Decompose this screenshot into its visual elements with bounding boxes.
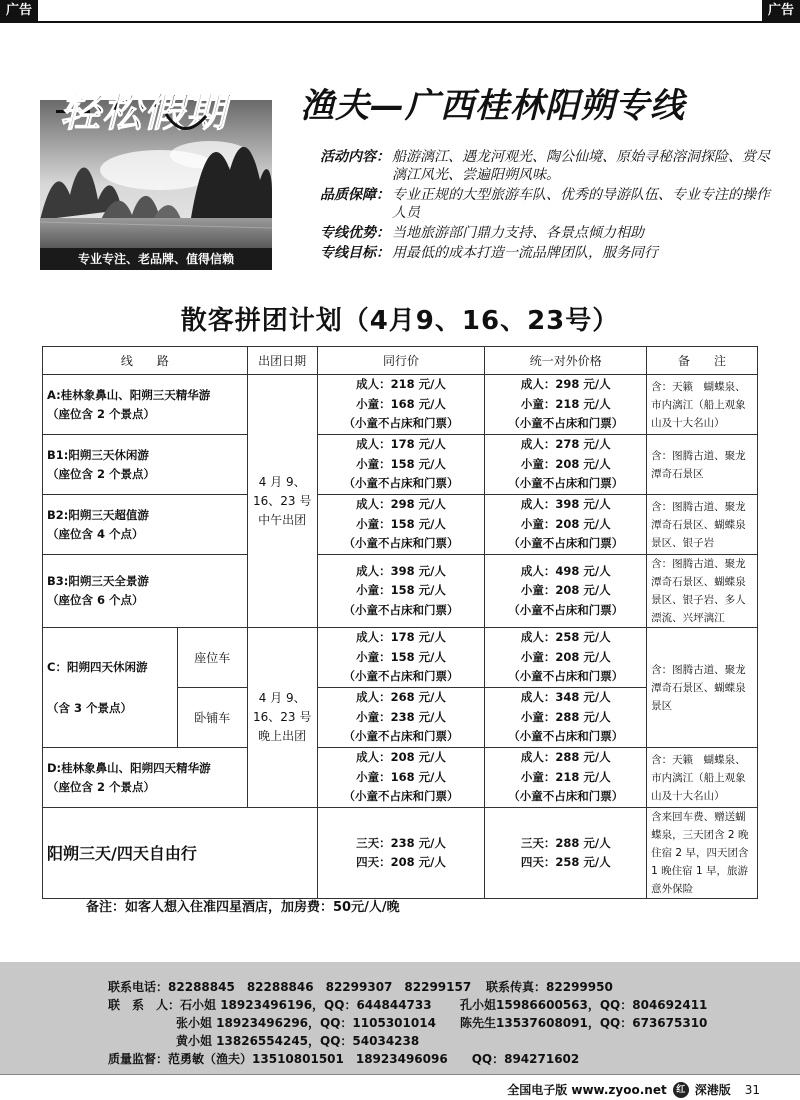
table-row	[43, 495, 758, 555]
ad-label-right: 广告	[762, 0, 800, 22]
peer-price-cell	[317, 688, 485, 748]
price-line: （小童不占床和门票）	[343, 669, 459, 684]
brand-title-text: 轻松假期	[60, 89, 228, 134]
brand-title	[56, 54, 276, 134]
route-cell	[43, 555, 248, 628]
peer-price-cell	[317, 375, 485, 435]
peer-price-cell	[317, 495, 485, 555]
route-detail: （座位含 2 个景点）	[47, 779, 156, 794]
note-line: 含来回车费、赠送蝴	[651, 811, 746, 823]
contact-panel	[0, 962, 800, 1074]
price-line: 成人：298 元/人	[356, 497, 446, 512]
note-line: 市内漓江（船上观象	[651, 398, 746, 411]
peer-price-cell	[317, 628, 485, 688]
date-line: 16、23 号	[252, 710, 312, 724]
note-line: 山及十大名山）	[651, 416, 725, 429]
contact-line	[108, 996, 432, 1013]
header-peer-price: 同行价	[317, 347, 485, 375]
info-label: 专线优势：	[320, 225, 390, 241]
fax-number: 82299950	[546, 980, 613, 994]
contact-person: 陈先生13537608091，QQ：673675310	[460, 1016, 708, 1030]
note-cell	[647, 375, 758, 435]
bottom-rule	[0, 1074, 800, 1075]
info-text: 用最低的成本打造一流品牌团队，服务同行	[392, 245, 658, 261]
price-line: 小童：238 元/人	[356, 709, 446, 724]
brand-slogan: 专业专注、老品牌、值得信赖	[77, 252, 234, 266]
route-cell	[43, 495, 248, 555]
route-name: B1:阳朔三天休闲游	[47, 447, 149, 462]
route-cell	[43, 435, 248, 495]
public-price-cell	[485, 435, 647, 495]
price-line: 小童：158 元/人	[356, 583, 446, 598]
fax-line	[486, 978, 613, 995]
note-cell	[647, 435, 758, 495]
page-footer	[507, 1081, 760, 1098]
price-line: （小童不占床和门票）	[508, 536, 624, 551]
table-row	[43, 375, 758, 435]
route-cell	[43, 748, 248, 808]
route-cell: 阳朔三天/四天自由行	[43, 808, 318, 899]
contact-person: 张小姐 18923496296，QQ：1105301014	[176, 1016, 436, 1030]
peer-price-cell	[317, 555, 485, 628]
header-route: 线 路	[43, 347, 248, 375]
phone-line	[108, 978, 471, 995]
price-line: 小童：168 元/人	[356, 769, 446, 784]
route-name: B2:阳朔三天超值游	[47, 507, 149, 522]
note-line: 含：图腾古道、聚龙	[651, 449, 746, 462]
footnote: 备注：如客人想入住准四星酒店，加房费：50元/人/晚	[86, 900, 400, 915]
supervisor-line	[108, 1050, 579, 1067]
tour-plan-table	[42, 346, 758, 899]
table-row	[43, 628, 758, 688]
table-row	[43, 808, 758, 899]
public-price-cell	[485, 555, 647, 628]
price-line: （小童不占床和门票）	[508, 476, 624, 491]
info-row	[300, 148, 780, 184]
price-line: 成人：268 元/人	[356, 690, 446, 705]
date-cell	[247, 628, 317, 808]
route-detail: （含 3 个景点）	[47, 700, 133, 715]
info-label: 活动内容：	[320, 149, 390, 165]
price-line: 小童：168 元/人	[356, 396, 446, 411]
note-line: 潭奇石景区、蝴蝶泉	[651, 576, 746, 588]
price-line: 成人：398 元/人	[356, 563, 446, 578]
public-price-cell	[485, 495, 647, 555]
route-spacer	[47, 677, 177, 699]
public-price-cell	[485, 748, 647, 808]
header-date: 出团日期	[247, 347, 317, 375]
price-line: 成人：258 元/人	[520, 630, 611, 645]
plan-title: 散客拼团计划（4月9、16、23号）	[180, 306, 620, 336]
price-line: 成人：218 元/人	[356, 377, 446, 392]
car-type-cell: 座位车	[177, 628, 247, 688]
ad-label-left: 广告	[0, 0, 38, 22]
supervisor-label: 质量监督：	[108, 1052, 169, 1066]
price-line: 四天：208 元/人	[356, 855, 446, 869]
car-type-cell: 卧铺车	[177, 688, 247, 748]
info-text: 船游漓江、遇龙河观光、陶公仙境、原始寻秘溶洞探险、赏尽漓江风光、尝遍阳朔风味。	[392, 149, 770, 183]
table-row	[43, 555, 758, 628]
route-cell	[43, 375, 248, 435]
peer-price-cell	[317, 748, 485, 808]
fax-label: 联系传真：	[486, 980, 547, 994]
price-line: （小童不占床和门票）	[343, 536, 459, 551]
peer-price-cell	[317, 435, 485, 495]
table-row	[43, 748, 758, 808]
price-line: 四天：258 元/人	[520, 855, 611, 869]
public-price-cell	[485, 628, 647, 688]
top-rule	[0, 21, 800, 23]
note-cell	[647, 495, 758, 555]
price-line: 三天：238 元/人	[356, 835, 446, 850]
price-line: 成人：178 元/人	[356, 437, 446, 452]
table-header-row	[43, 347, 758, 375]
price-line: （小童不占床和门票）	[508, 729, 624, 744]
note-line: 含：天籁 蝴蝶泉、	[651, 753, 746, 766]
price-line: 小童：208 元/人	[520, 649, 611, 664]
public-price-cell	[485, 808, 647, 899]
headline: 渔夫—广西桂林阳朔专线	[300, 86, 685, 126]
note-line: 潭奇石景区、蝴蝶泉	[651, 681, 746, 694]
price-line: 小童：208 元/人	[520, 516, 611, 531]
price-line: 成人：348 元/人	[520, 690, 611, 705]
note-line: 含：图腾古道、聚龙	[651, 663, 746, 676]
price-line: （小童不占床和门票）	[343, 416, 459, 431]
price-line: 小童：218 元/人	[520, 769, 611, 784]
note-line: 住宿 2 早，四天团含	[651, 847, 749, 859]
note-line: 景区、银子岩	[651, 536, 715, 549]
note-line: 漂流、兴坪漓江	[651, 612, 725, 624]
note-line: 潭奇石景区、蝴蝶泉	[651, 518, 746, 531]
price-line: 小童：208 元/人	[520, 583, 611, 598]
note-line: 景区、银子岩、多人	[651, 594, 746, 606]
info-label: 品质保障：	[320, 187, 390, 203]
header-note: 备 注	[647, 347, 758, 375]
public-price-cell	[485, 375, 647, 435]
phone-numbers: 82288845 82288846 82299307 82299157	[168, 980, 472, 994]
footer-site: 全国电子版 www.zyoo.net	[507, 1083, 667, 1097]
price-line: （小童不占床和门票）	[508, 602, 624, 617]
price-line: （小童不占床和门票）	[508, 669, 624, 684]
note-line: 市内漓江（船上观象	[651, 771, 746, 784]
price-line: 成人：288 元/人	[520, 750, 611, 765]
note-line: 蝶泉，三天团含 2 晚	[651, 829, 749, 841]
date-line: 16、23 号	[252, 493, 312, 508]
table-row	[43, 435, 758, 495]
info-block	[300, 148, 780, 264]
note-line: 含：天籁 蝴蝶泉、	[651, 380, 746, 393]
date-cell	[247, 375, 317, 628]
note-cell	[647, 628, 758, 748]
contact-label: 联 系 人：	[108, 998, 181, 1012]
info-text: 专业正规的大型旅游车队、优秀的导游队伍、专业专注的操作人员	[392, 187, 770, 221]
footer-seal-icon: 红	[673, 1082, 689, 1098]
price-line: 小童：158 元/人	[356, 649, 446, 664]
date-line: 4 月 9、	[258, 691, 306, 705]
note-line: 意外保险	[651, 883, 694, 895]
route-name: A:桂林象鼻山、阳朔三天精华游	[47, 387, 211, 402]
price-line: （小童不占床和门票）	[508, 789, 624, 804]
note-line: 景区	[651, 699, 673, 712]
note-line: 含：图腾古道、聚龙	[651, 558, 746, 570]
price-line: 小童：288 元/人	[520, 709, 611, 724]
note-line: 1 晚住宿 1 早，旅游	[651, 865, 748, 877]
info-text: 当地旅游部门鼎力支持、各景点倾力相助	[392, 225, 644, 241]
note-line: 潭奇石景区	[651, 467, 704, 480]
price-line: （小童不占床和门票）	[508, 416, 624, 431]
phone-label: 联系电话：	[108, 980, 169, 994]
price-line: 三天：288 元/人	[520, 835, 611, 850]
page-number: 31	[744, 1082, 760, 1097]
note-cell	[647, 808, 758, 899]
date-line: 中午出团	[258, 512, 307, 527]
route-cell	[43, 628, 178, 748]
note-line: 含：图腾古道、聚龙	[651, 500, 746, 513]
price-line: 成人：298 元/人	[520, 377, 611, 392]
note-cell	[647, 748, 758, 808]
route-detail: （座位含 2 个景点）	[47, 406, 156, 421]
contact-person: 石小姐 18923496196，QQ：644844733	[180, 998, 432, 1012]
peer-price-cell	[317, 808, 485, 899]
price-line: 成人：178 元/人	[356, 630, 446, 645]
note-line: 山及十大名山）	[651, 789, 725, 802]
public-price-cell	[485, 688, 647, 748]
route-detail: （座位含 6 个点）	[47, 593, 144, 607]
contact-person: 孔小姐15986600563，QQ：804692411	[460, 998, 708, 1012]
header-public-price: 统一对外价格	[485, 347, 647, 375]
price-line: 小童：208 元/人	[520, 456, 611, 471]
supervisor-info: 范勇敏（渔夫）13510801501 18923496096 QQ：894271602	[168, 1052, 580, 1066]
price-line: 成人：208 元/人	[356, 750, 446, 765]
price-line: 成人：278 元/人	[520, 437, 611, 452]
price-line: 小童：158 元/人	[356, 516, 446, 531]
price-line: （小童不占床和门票）	[343, 476, 459, 491]
price-line: （小童不占床和门票）	[343, 602, 459, 617]
price-line: 小童：158 元/人	[356, 456, 446, 471]
info-row	[300, 186, 780, 222]
contact-person: 黄小姐 13826554245，QQ：54034238	[176, 1034, 420, 1048]
price-line: （小童不占床和门票）	[343, 729, 459, 744]
footer-edition: 深港版	[694, 1083, 731, 1097]
route-name: C：阳朔四天休闲游	[47, 659, 148, 674]
info-row	[300, 244, 780, 262]
route-name: D:桂林象鼻山、阳朔四天精华游	[47, 760, 211, 775]
route-detail: （座位含 4 个点）	[47, 526, 144, 541]
price-line: 成人：498 元/人	[520, 563, 611, 578]
route-detail: （座位含 2 个景点）	[47, 466, 156, 481]
date-line: 晚上出团	[258, 729, 307, 743]
price-line: 小童：218 元/人	[520, 396, 611, 411]
date-line: 4 月 9、	[258, 474, 306, 489]
info-row	[300, 224, 780, 242]
note-cell	[647, 555, 758, 628]
route-name: B3:阳朔三天全景游	[47, 574, 149, 588]
price-line: （小童不占床和门票）	[343, 789, 459, 804]
price-line: 成人：398 元/人	[520, 497, 611, 512]
info-label: 专线目标：	[320, 245, 390, 261]
